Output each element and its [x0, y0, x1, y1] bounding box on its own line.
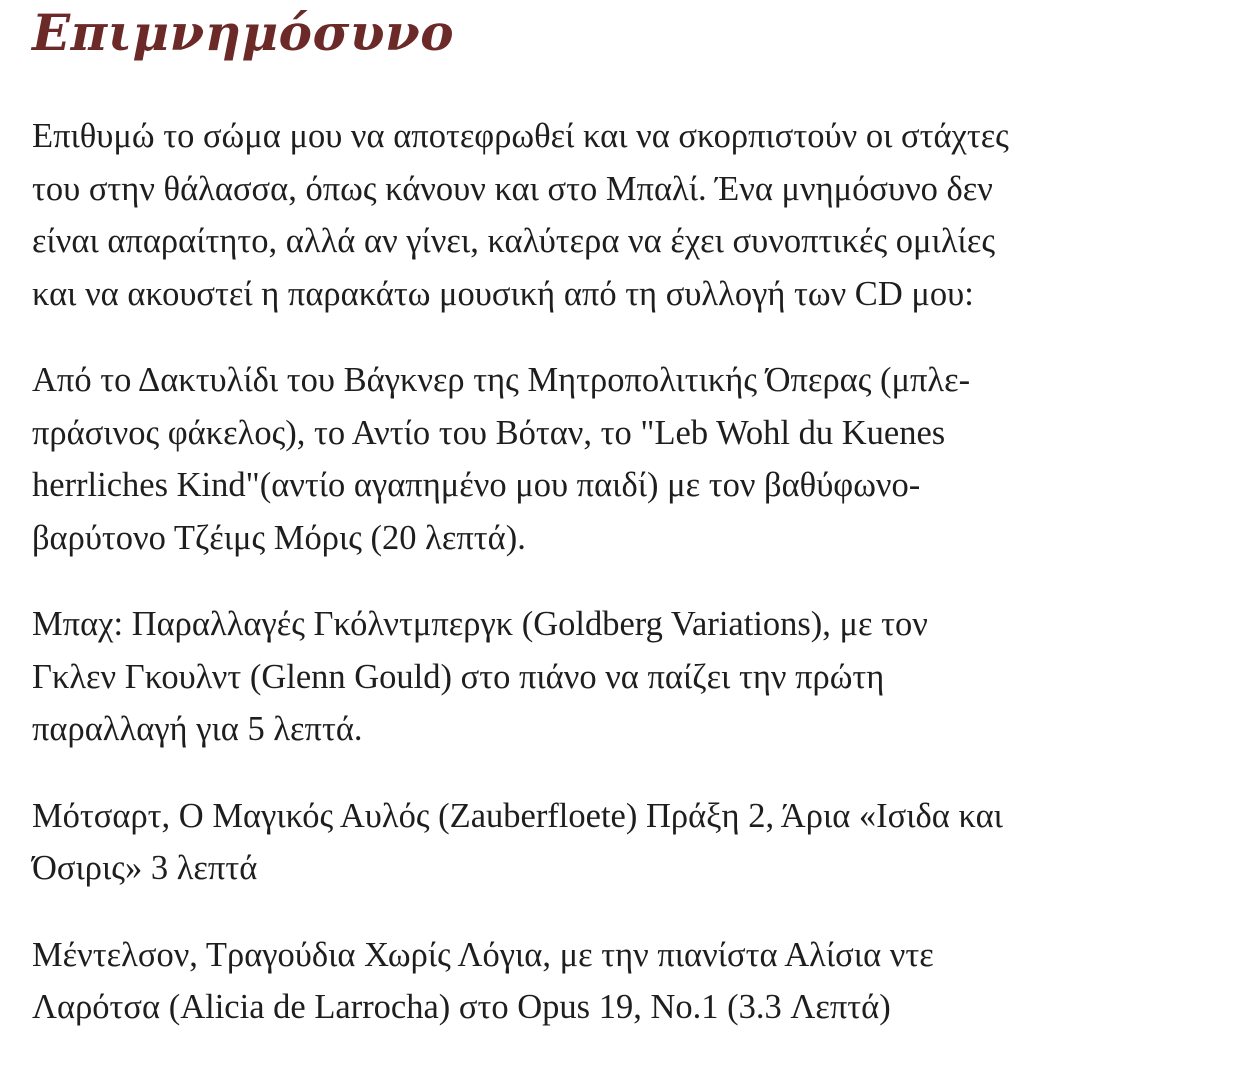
- document-body: [32, 110, 1208, 1034]
- paragraph-cremation-wishes: [32, 110, 1208, 320]
- paragraph-mozart: [32, 790, 1208, 895]
- text-line: Γκλεν Γκουλντ (Glenn Gould) στο πιάνο να παίζει την πρώτη: [32, 657, 885, 696]
- paragraph-mendelssohn: [32, 929, 1208, 1034]
- text-line: του στην θάλασσα, όπως κάνουν και στο Μπαλί. Ένα μνημόσυνο δεν: [32, 169, 993, 208]
- document-title: Επιμνημόσυνο: [32, 3, 455, 62]
- paragraph-bach: [32, 598, 1208, 756]
- paragraph-wagner: [32, 354, 1208, 564]
- text-line: Μότσαρτ, Ο Μαγικός Αυλός (Zauberfloete) Πράξη 2, Άρια «Ισιδα και: [32, 796, 1003, 835]
- text-line: Λαρότσα (Alicia de Larrocha) στο Opus 19, No.1 (3.3 Λεπτά): [32, 988, 891, 1026]
- text-line: και να ακουστεί η παρακάτω μουσική από τη συλλογή των CD μου:: [32, 274, 974, 313]
- text-line: Μπαχ: Παραλλαγές Γκόλντμπεργκ (Goldberg Variations), με τον: [32, 605, 928, 643]
- text-line: Μέντελσον, Τραγούδια Χωρίς Λόγια, με την πιανίστα Αλίσια ντε: [32, 935, 934, 974]
- text-line: βαρύτονο Τζέιμς Μόρις (20 λεπτά).: [32, 518, 526, 557]
- text-line: Από το Δακτυλίδι του Βάγκνερ της Μητροπολιτικής Όπερας (μπλε-: [32, 361, 971, 399]
- text-line: Επιθυμώ το σώμα μου να αποτεφρωθεί και να σκορπιστούν οι στάχτες: [32, 117, 1009, 155]
- text-line: Όσιρις» 3 λεπτά: [32, 849, 258, 887]
- text-line: πράσινος φάκελος), το Αντίο του Βόταν, το "Leb Wohl du Kuenes: [32, 413, 946, 452]
- text-line: είναι απαραίτητο, αλλά αν γίνει, καλύτερα να έχει συνοπτικές ομιλίες: [32, 222, 995, 260]
- text-line: herrliches Kind"(αντίο αγαπημένο μου παιδί) με τον βαθύφωνο-: [32, 466, 921, 504]
- text-line: παραλλαγή για 5 λεπτά.: [32, 710, 363, 748]
